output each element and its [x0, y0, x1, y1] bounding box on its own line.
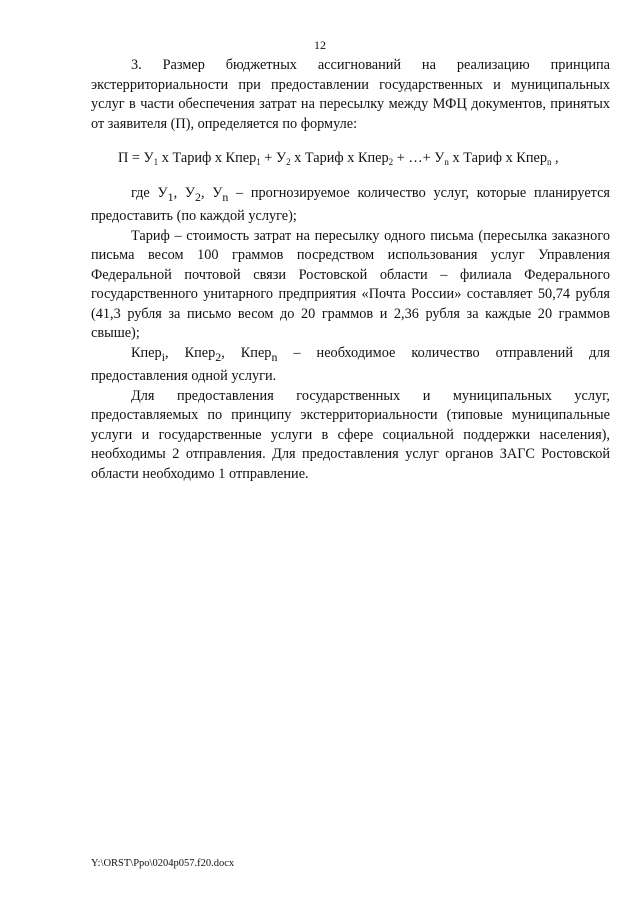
subscript: 1: [167, 189, 174, 204]
text-span: Кпер: [131, 344, 162, 361]
formula-subscript: 2: [286, 157, 291, 167]
formula-subscript: 1: [153, 157, 159, 167]
subscript: n: [271, 349, 278, 364]
paragraph-where-u: [91, 184, 610, 227]
page-number: 12: [314, 38, 326, 52]
subscript: n: [222, 189, 229, 204]
paragraph-1-text: 3. Размер бюджетных ассигнований на реализацию принципа экстерриториальности при предоставлении государственных и муниципальных услуг в части обеспечения затрат на пересылку между МФЦ документов, принятых от заявителя (П), определяется по формуле:: [91, 57, 610, 132]
text-span: , Кпер: [165, 344, 216, 361]
formula-subscript: 2: [388, 157, 394, 167]
formula: [118, 148, 559, 168]
formula-part: + …+ У: [393, 150, 445, 166]
definitions-block: [91, 184, 610, 484]
formula-part: x Тариф x Кпер: [158, 150, 257, 166]
footer-file-path: Y:\ORST\Ppo\0204p057.f20.docx: [91, 858, 235, 869]
subscript: i: [161, 349, 165, 364]
text-span: – прогнозируемое количество услуг, которые планируется предоставить (по каждой услуге);: [91, 185, 611, 225]
formula-part: x Тариф x Кпер: [290, 150, 389, 166]
subscript: 2: [215, 349, 222, 364]
formula-part: + У: [260, 150, 287, 166]
text-span: , У: [173, 185, 195, 201]
formula-part: П = У: [118, 150, 154, 166]
formula-subscript: 1: [256, 157, 261, 167]
formula-subscript: n: [546, 157, 552, 167]
subscript: 2: [194, 189, 201, 204]
text-span: где У: [131, 185, 168, 201]
text-span: , У: [200, 185, 223, 201]
paragraph-tariff: Тариф – стоимость затрат на пересылку одного письма (пересылка заказного письма весом 100 граммов посредством использования услуг Управления Федеральной почтовой связи Ростовской области – филиала Федерального государственного унитарного предприятия «Почта России» составляет 50,74 рубля (41,3 рубля за письмо весом до 20 граммов и 2,36 рубля за каждые 20 граммов свыше);: [91, 227, 610, 342]
formula-part: x Тариф x Кпер: [448, 150, 547, 166]
paragraph-shipments: Для предоставления государственных и муниципальных услуг, предоставляемых по принципу экстерриториальности (типовые муниципальные услуги и государственные услуги в сфере социальной поддержки населения), необходимы 2 отправления. Для предоставления услуг органов ЗАГС Ростовской области необходимо 1 отправление.: [91, 387, 610, 482]
text-span: – необходимое количество отправлений для предоставления одной услуги.: [91, 344, 610, 385]
formula-subscript: n: [444, 157, 449, 167]
paragraph-kper: [91, 344, 610, 387]
text-span: , Кпер: [221, 344, 272, 361]
formula-part: ,: [551, 150, 559, 166]
paragraph-budget-size: [91, 56, 610, 134]
